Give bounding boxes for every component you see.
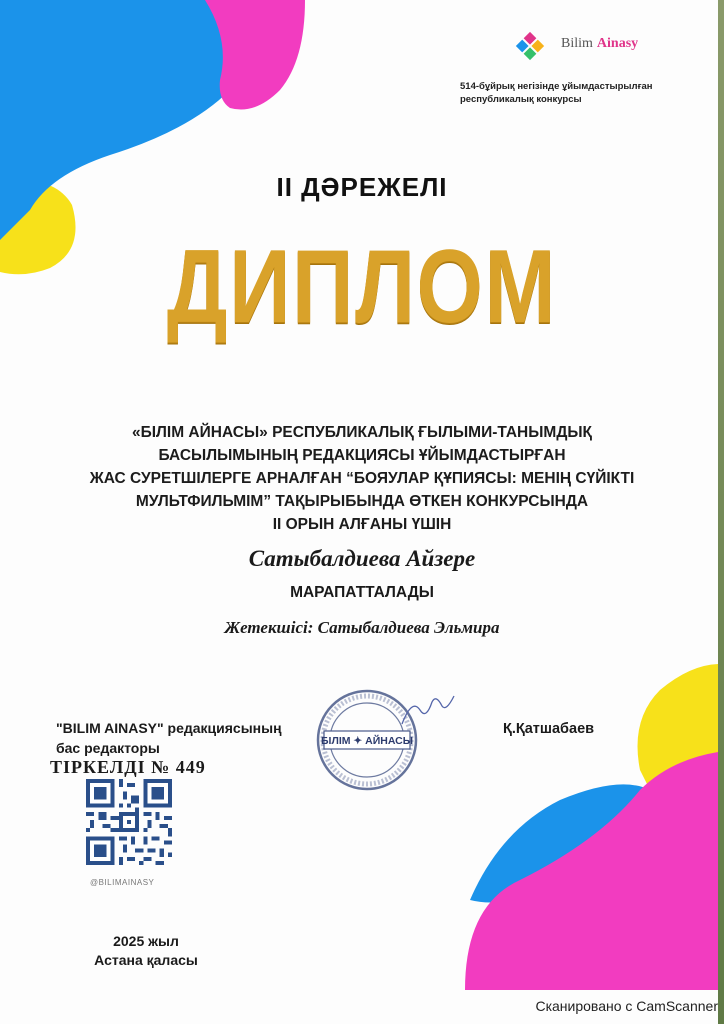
description-line: ЖАС СУРЕТШІЛЕРГЕ АРНАЛҒАН “БОЯУЛАР ҚҰПИЯСЫ: МЕНІҢ СҮЙІКТІ xyxy=(89,470,635,487)
degree-heading: II ДӘРЕЖЕЛІ xyxy=(276,172,448,202)
scan-edge-strip xyxy=(718,0,724,1024)
logo-name-part2: Ainasy xyxy=(596,36,639,51)
registration-number: ТІРКЕЛДІ № 449 xyxy=(50,757,206,777)
award-description xyxy=(80,421,644,536)
qr-handle-text: @BILIMAINASY xyxy=(90,878,155,887)
logo-name-part1: Bilim xyxy=(561,36,593,51)
signature-icon xyxy=(398,690,458,730)
editor-title xyxy=(56,718,282,758)
description-line: II ОРЫН АЛҒАНЫ ҮШІН xyxy=(272,516,452,533)
description-line: «БІЛІМ АЙНАСЫ» РЕСПУБЛИКАЛЫҚ ҒЫЛЫМИ-ТАНЫМДЫҚ xyxy=(131,424,593,441)
recipient-name: Сатыбалдиева Айзере xyxy=(248,546,476,571)
description-line: МУЛЬТФИЛЬМІМ” ТАҚЫРЫБЫНДА ӨТКЕН КОНКУРСЫНДА xyxy=(135,493,589,510)
qr-code-icon xyxy=(86,779,172,865)
issue-year: 2025 жыл xyxy=(113,933,179,949)
stamp-text: БІЛІМ ✦ АЙНАСЫ xyxy=(320,735,414,747)
signer-name: Қ.Қатшабаев xyxy=(503,721,595,737)
editor-line: бас редакторы xyxy=(56,740,160,756)
subtitle-line: республикалық конкурсы xyxy=(460,94,582,105)
supervisor-name: Жетекшісі: Сатыбалдиева Эльмира xyxy=(224,618,500,637)
contest-subtitle xyxy=(460,80,710,106)
award-verb: МАРАПАТТАЛАДЫ xyxy=(290,584,434,601)
issue-place-date xyxy=(0,932,292,970)
issue-city: Астана қаласы xyxy=(94,952,198,968)
scanner-watermark: Сканировано с CamScanner xyxy=(535,998,718,1014)
diploma-title: ДИПЛОМ xyxy=(166,229,558,345)
editor-line: "BILIM AINASY" редакциясының xyxy=(56,720,282,736)
logo-wordmark xyxy=(561,36,638,52)
subtitle-line: 514-бұйрық негізінде ұйымдастырылған xyxy=(460,81,653,92)
description-line: БАСЫЛЫМЫНЫҢ РЕДАКЦИЯСЫ ҰЙЫМДАСТЫРҒАН xyxy=(158,447,566,464)
